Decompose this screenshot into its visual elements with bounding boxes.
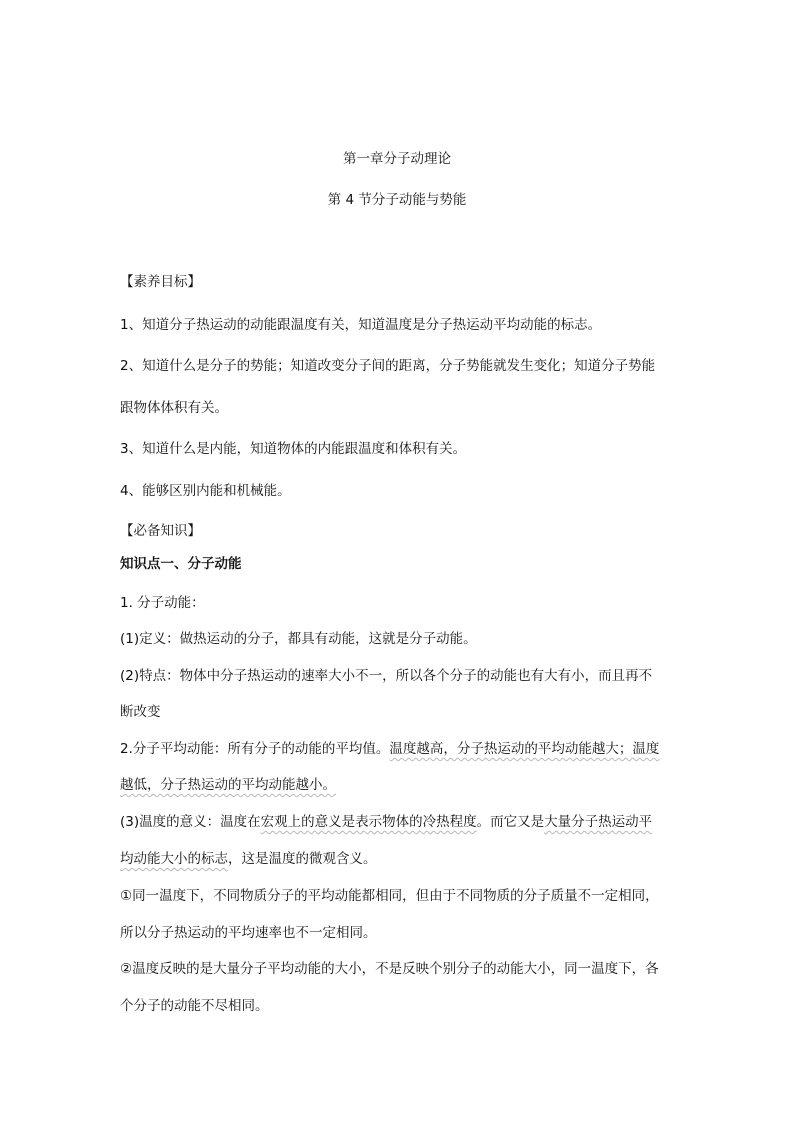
- knowledge-line-11: ②温度反映的是大量分子平均动能的大小，不是反映个别分子的动能大小，同一温度下，各: [120, 961, 659, 977]
- knowledge-line-3: (2)特点：物体中分子热运动的速率大小不一，所以各个分子的动能也有大有小，而且再不: [120, 668, 653, 684]
- goal-item-4: 4、能够区别内能和机械能。: [120, 483, 291, 499]
- knowledge-line-7: [120, 813, 652, 831]
- section-title: 第 4 节分子动能与势能: [327, 192, 467, 208]
- wavy-underlined-text: 越低，分子热运动的平均动能越小。: [120, 777, 336, 793]
- temperature-meaning-label: (3)温度的意义：温度在: [120, 814, 261, 830]
- knowledge-line-1: 1. 分子动能：: [120, 595, 205, 611]
- goal-item-3: 3、知道什么是内能，知道物体的内能跟温度和体积有关。: [120, 441, 467, 457]
- wavy-underlined-text: 宏观上的意义是表示物体的冷热程度: [260, 814, 477, 830]
- knowledge-line-6: [120, 776, 336, 794]
- knowledge-line-8: [120, 850, 377, 868]
- knowledge-line-9: ①同一温度下，不同物质分子的平均动能都相同，但由于不同物质的分子质量不一定相同，: [120, 888, 659, 904]
- knowledge-line-4: 断改变: [120, 704, 161, 720]
- knowledge-line-10: 所以分子热运动的平均速率也不一定相同。: [120, 925, 377, 941]
- wavy-underlined-text: 大量分子热运动平: [544, 814, 653, 830]
- goal-item-1: 1、知道分子热运动的动能跟温度有关，知道温度是分子热运动平均动能的标志。: [120, 317, 602, 333]
- wavy-underlined-text: 均动能大小的标志: [120, 851, 228, 867]
- avg-kinetic-energy-definition: 2.分子平均动能：所有分子的动能的平均值。: [120, 741, 390, 757]
- text-fragment: ，这是温度的微观含义。: [228, 851, 377, 867]
- chapter-title: 第一章分子动理论: [343, 151, 451, 167]
- knowledge-point-title: 知识点一、分子动能: [120, 556, 242, 572]
- wavy-underlined-text: 温度越高，分子热运动的平均动能越大；温度: [389, 741, 660, 757]
- knowledge-line-12: 个分子的动能不尽相同。: [120, 998, 269, 1014]
- goals-heading: 【素养目标】: [120, 274, 201, 290]
- text-fragment: 。而它又是: [476, 814, 545, 830]
- goal-item-2-cont: 跟物体体积有关。: [120, 400, 228, 416]
- knowledge-line-2: (1)定义：做热运动的分子，都具有动能，这就是分子动能。: [120, 631, 477, 647]
- knowledge-line-5: [120, 740, 659, 758]
- knowledge-heading: 【必备知识】: [120, 523, 201, 539]
- goal-item-2: 2、知道什么是分子的势能；知道改变分子间的距离，分子势能就发生变化；知道分子势能: [120, 358, 656, 374]
